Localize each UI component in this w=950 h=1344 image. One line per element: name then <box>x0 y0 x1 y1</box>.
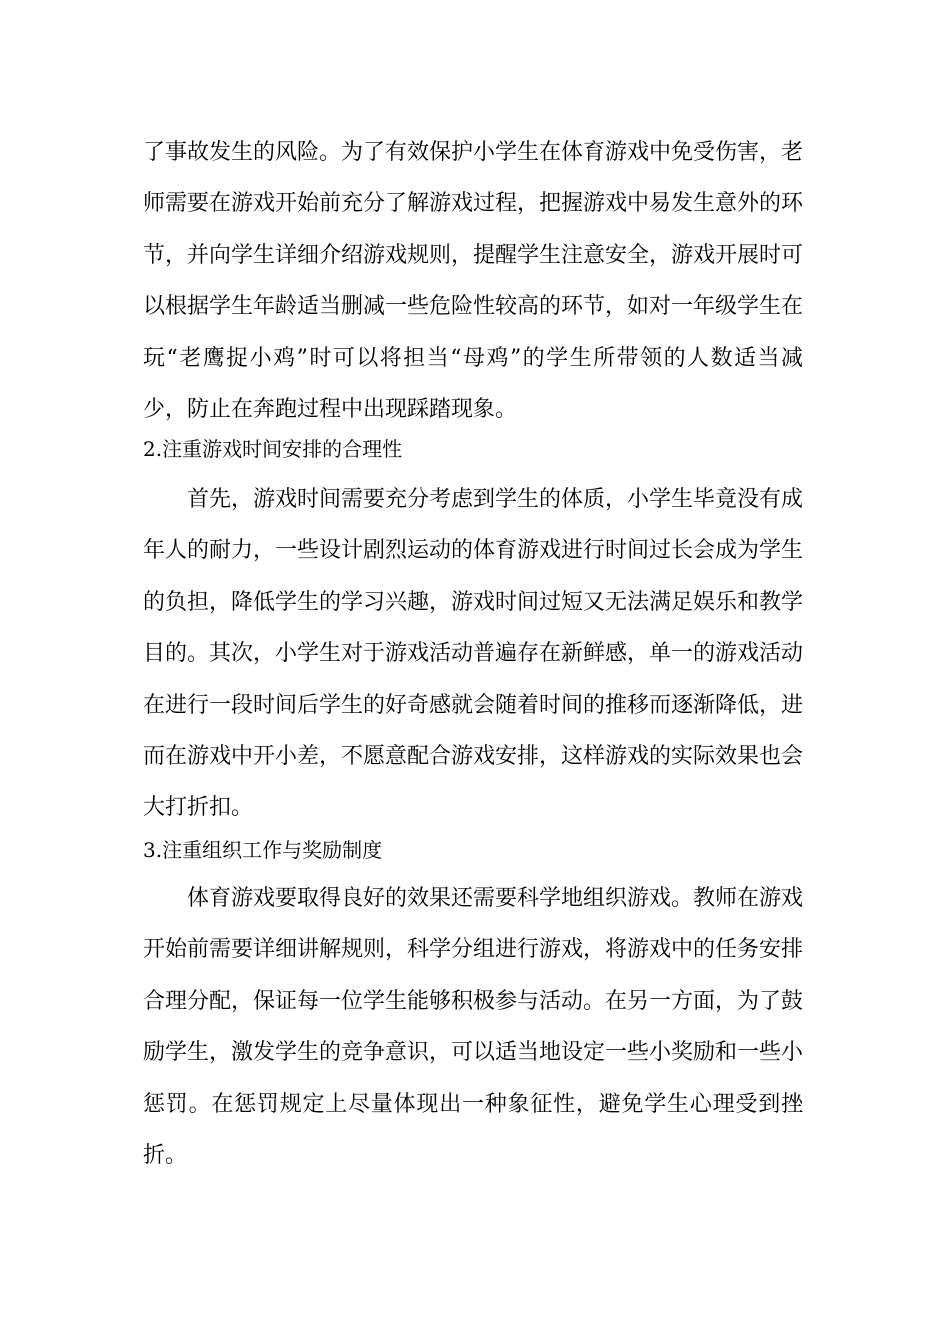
paragraph-section-2 <box>143 474 803 834</box>
section-heading-3: 3.注重组织工作与奖励制度 <box>143 838 383 862</box>
section-heading-2: 2.注重游戏时间安排的合理性 <box>143 437 403 461</box>
body-paragraph-2: 首先，游戏时间需要充分考虑到学生的体质，小学生毕竟没有成年人的耐力，一些设计剧烈运动的体育游戏进行时间过长会成为学生的负担，降低学生的学习兴趣，游戏时间过短又无法满足娱乐和教学目的。其次，小学生对于游戏活动普遍存在新鲜感，单一的游戏活动在进行一段时间后学生的好奇感就会随着时间的推移而逐渐降低，进而在游戏中开小差，不愿意配合游戏安排，这样游戏的实际效果也会大打折扣。 <box>143 487 804 821</box>
paragraph-continuation <box>143 127 803 435</box>
paragraph-section-3 <box>143 873 803 1181</box>
body-paragraph-1: 了事故发生的风险。为了有效保护小学生在体育游戏中免受伤害，老师需要在游戏开始前充分了解游戏过程，把握游戏中易发生意外的环节，并向学生详细介绍游戏规则，提醒学生注意安全，游戏开展时可以根据学生年龄适当删减一些危险性较高的环节，如对一年级学生在玩“老鹰捉小鸡”时可以将担当“母鸡”的学生所带领的人数适当减少，防止在奔跑过程中出现踩踏现象。 <box>143 140 804 423</box>
body-paragraph-3: 体育游戏要取得良好的效果还需要科学地组织游戏。教师在游戏开始前需要详细讲解规则，科学分组进行游戏，将游戏中的任务安排合理分配，保证每一位学生能够积极参与活动。在另一方面，为了鼓励学生，激发学生的竞争意识，可以适当地设定一些小奖励和一些小惩罚。在惩罚规定上尽量体现出一种象征性，避免学生心理受到挫折。 <box>143 886 804 1169</box>
